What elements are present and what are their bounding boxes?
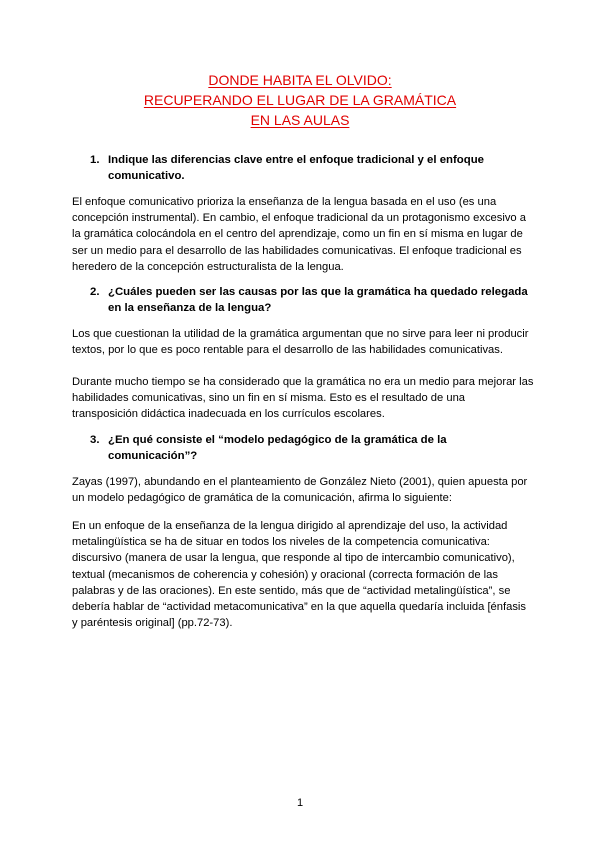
question-1	[90, 152, 530, 184]
question-2-number: 2.	[90, 286, 100, 298]
question-3-number: 3.	[90, 434, 100, 446]
answer-1-paragraph-1: El enfoque comunicativo prioriza la enseñanza de la lengua basada en el uso (es una concepción instrumental). En cambio, el enfoque tradicional da un protagonismo excesivo a la gramática colocándola en el centro del aprendizaje, como un fin en sí misma en lugar de ser un medio para el desarrollo de las habilidades comunicativas. El enfoque tradicional es heredero de la concepción estructuralista de la lengua.	[72, 196, 526, 273]
answer-3-quote: En un enfoque de la enseñanza de la lengua dirigido al aprendizaje del uso, la actividad metalingüística se ha de situar en todos los niveles de la competencia comunicativa: discursivo (manera de usar la lengua, que responde al tipo de intercambio comunicativo), textual (mecanismos de coherencia y cohesión) y oracional (correcta formación de las palabras y de las oraciones). En este sentido, más que de “actividad metalingüística”, se debería hablar de “actividad metacomunicativa” en la que aquella quedaría incluida [énfasis y paréntesis original] (pp.72-73).	[72, 520, 527, 630]
question-3-text: ¿En qué consiste el “modelo pedagógico de la gramática de la comunicación”?	[108, 434, 447, 462]
title-line-3: EN LAS AULAS	[250, 112, 350, 128]
document-title	[0, 70, 600, 130]
answer-3-paragraph-1: Zayas (1997), abundando en el planteamiento de González Nieto (2001), quien apuesta por un modelo pedagógico de gramática de la comunicación, afirma lo siguiente:	[72, 476, 528, 505]
question-1-number: 1.	[90, 154, 100, 166]
title-line-2: RECUPERANDO EL LUGAR DE LA GRAMÁTICA	[143, 92, 457, 108]
answer-2-paragraph-2: Durante mucho tiempo se ha considerado que la gramática no era un medio para mejorar las habilidades comunicativas, sino un fin en sí misma. Esto es el resultado de una transposición didáctica inadecuada en los currículos escolares.	[72, 376, 534, 421]
question-2-text: ¿Cuáles pueden ser las causas por las que la gramática ha quedado relegada en la enseñanza de la lengua?	[108, 286, 528, 314]
answer-2-paragraph-1: Los que cuestionan la utilidad de la gramática argumentan que no sirve para leer ni producir textos, por lo que es poco rentable para el desarrollo de las habilidades comunicativas.	[72, 328, 529, 357]
question-3	[90, 432, 530, 464]
title-line-1: DONDE HABITA EL OLVIDO:	[208, 72, 392, 88]
question-2	[90, 284, 530, 316]
question-1-text: Indique las diferencias clave entre el enfoque tradicional y el enfoque comunicativo.	[108, 154, 485, 182]
page-number: 1	[296, 797, 304, 809]
